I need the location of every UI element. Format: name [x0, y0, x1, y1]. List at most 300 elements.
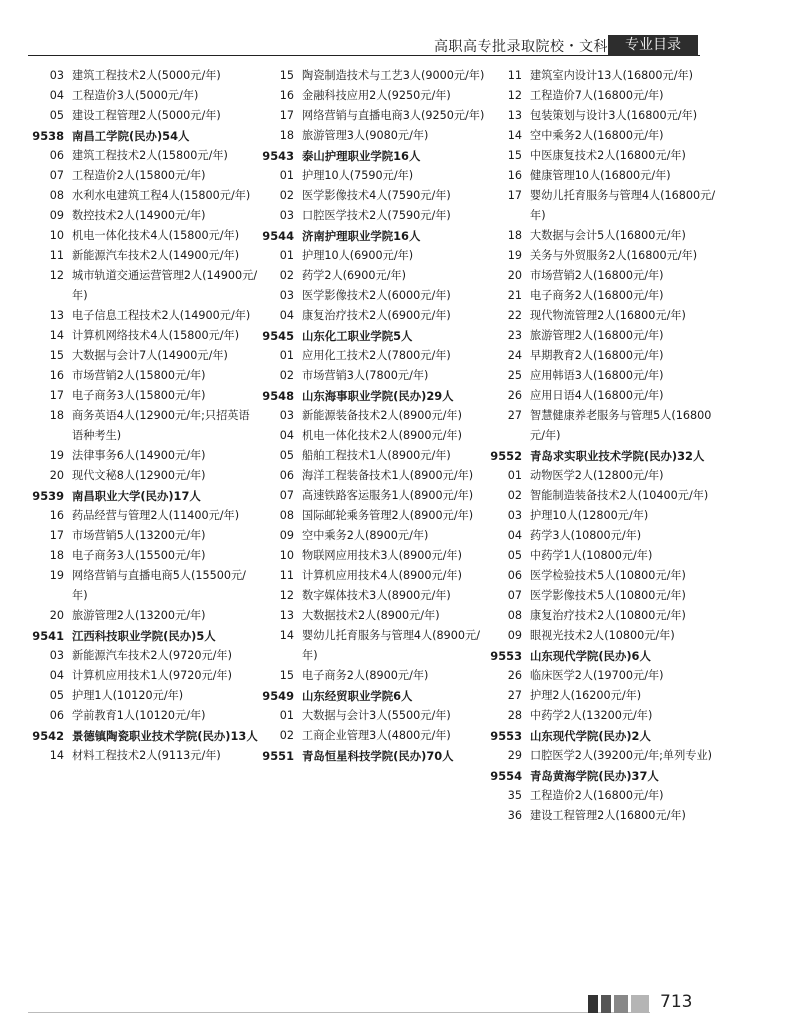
major-name: 医学影像技术5人(10800元/年): [530, 589, 686, 602]
school-code: 9549: [262, 689, 294, 703]
major-code: 04: [49, 89, 64, 102]
major-name: 包装策划与设计3人(16800元/年): [530, 109, 698, 122]
major-entry: [34, 106, 259, 126]
major-entry: [264, 346, 489, 366]
major-name: 护理2人(16200元/年): [530, 689, 642, 702]
major-entry: [494, 606, 719, 626]
major-code: 03: [49, 69, 64, 82]
major-code: 07: [49, 169, 64, 182]
major-code: 18: [49, 549, 64, 562]
major-code: 04: [279, 429, 294, 442]
school-entry: [34, 486, 259, 506]
major-code: 02: [279, 729, 294, 742]
major-name: 工程造价2人(15800元/年): [72, 169, 206, 182]
major-name: 应用韩语3人(16800元/年): [530, 369, 664, 382]
major-entry: [494, 406, 719, 446]
major-code: 09: [507, 629, 522, 642]
major-name: 护理10人(6900元/年): [302, 249, 414, 262]
major-entry: [264, 366, 489, 386]
major-entry: [494, 506, 719, 526]
major-code: 16: [507, 169, 522, 182]
major-entry: [494, 346, 719, 366]
major-entry: [34, 406, 259, 446]
school-name: 青岛黄海学院(民办)37人: [530, 769, 659, 783]
major-code: 04: [49, 669, 64, 682]
major-name: 商务英语4人(12900元/年;只招英语语种考生): [72, 409, 250, 442]
major-code: 09: [279, 529, 294, 542]
major-entry: [494, 706, 719, 726]
major-code: 21: [507, 289, 522, 302]
major-entry: [34, 366, 259, 386]
major-name: 建设工程管理2人(5000元/年): [72, 109, 221, 122]
major-code: 01: [279, 249, 294, 262]
major-name: 工程造价3人(5000元/年): [72, 89, 199, 102]
page-header: [0, 0, 800, 64]
major-name: 中药学2人(13200元/年): [530, 709, 653, 722]
major-name: 新能源汽车技术2人(14900元/年): [72, 249, 240, 262]
major-code: 03: [279, 289, 294, 302]
major-entry: [34, 166, 259, 186]
major-entry: [34, 686, 259, 706]
school-entry: [490, 646, 719, 666]
major-name: 市场营销2人(16800元/年): [530, 269, 664, 282]
school-entry: [264, 146, 489, 166]
major-entry: [264, 166, 489, 186]
major-code: 02: [279, 369, 294, 382]
major-name: 康复治疗技术2人(10800元/年): [530, 609, 686, 622]
major-name: 物联网应用技术3人(8900元/年): [302, 549, 462, 562]
major-entry: [494, 166, 719, 186]
major-code: 20: [507, 269, 522, 282]
major-code: 16: [279, 89, 294, 102]
major-entry: [494, 126, 719, 146]
school-name: 景德镇陶瓷职业技术学院(民办)13人: [72, 729, 258, 743]
major-name: 旅游管理2人(16800元/年): [530, 329, 664, 342]
major-name: 计算机网络技术4人(15800元/年): [72, 329, 240, 342]
major-name: 临床医学2人(19700元/年): [530, 669, 664, 682]
major-name: 建筑室内设计13人(16800元/年): [530, 69, 694, 82]
school-entry: [264, 226, 489, 246]
major-code: 01: [279, 169, 294, 182]
major-code: 14: [49, 749, 64, 762]
major-code: 29: [507, 749, 522, 762]
major-name: 数字媒体技术3人(8900元/年): [302, 589, 451, 602]
major-name: 工商企业管理3人(4800元/年): [302, 729, 451, 742]
school-name: 山东化工职业学院5人: [302, 329, 413, 343]
school-entry: [264, 326, 489, 346]
major-entry: [264, 466, 489, 486]
major-code: 05: [507, 549, 522, 562]
major-code: 03: [49, 649, 64, 662]
major-name: 新能源汽车技术2人(9720元/年): [72, 649, 232, 662]
major-code: 07: [507, 589, 522, 602]
major-entry: [494, 386, 719, 406]
major-entry: [34, 86, 259, 106]
major-name: 护理10人(12800元/年): [530, 509, 649, 522]
major-entry: [494, 286, 719, 306]
major-code: 08: [279, 509, 294, 522]
major-name: 学前教育1人(10120元/年): [72, 709, 206, 722]
major-entry: [494, 586, 719, 606]
major-entry: [494, 366, 719, 386]
major-code: 11: [279, 569, 294, 582]
major-entry: [34, 706, 259, 726]
major-entry: [34, 506, 259, 526]
major-code: 18: [49, 409, 64, 422]
major-entry: [264, 726, 489, 746]
major-entry: [494, 326, 719, 346]
major-code: 13: [279, 609, 294, 622]
major-code: 17: [279, 109, 294, 122]
school-name: 江西科技职业学院(民办)5人: [72, 629, 216, 643]
school-name: 山东经贸职业学院6人: [302, 689, 413, 703]
major-name: 水利水电建筑工程4人(15800元/年): [72, 189, 251, 202]
major-name: 大数据与会计3人(5500元/年): [302, 709, 451, 722]
major-entry: [264, 406, 489, 426]
major-entry: [494, 106, 719, 126]
major-entry: [264, 126, 489, 146]
major-name: 药学3人(10800元/年): [530, 529, 642, 542]
major-name: 大数据与会计5人(16800元/年): [530, 229, 686, 242]
school-code: 9553: [490, 729, 522, 743]
footer-rule: [28, 1012, 650, 1013]
major-entry: [494, 486, 719, 506]
major-entry: [494, 466, 719, 486]
major-code: 05: [279, 449, 294, 462]
major-code: 25: [507, 369, 522, 382]
school-entry: [490, 726, 719, 746]
major-name: 智慧健康养老服务与管理5人(16800元/年): [530, 409, 712, 442]
major-name: 应用化工技术2人(7800元/年): [302, 349, 451, 362]
major-code: 12: [507, 89, 522, 102]
school-name: 青岛求实职业技术学院(民办)32人: [530, 449, 705, 463]
major-entry: [494, 266, 719, 286]
major-name: 空中乘务2人(16800元/年): [530, 129, 664, 142]
major-code: 16: [49, 509, 64, 522]
school-entry: [34, 126, 259, 146]
major-entry: [264, 546, 489, 566]
major-entry: [34, 66, 259, 86]
major-code: 03: [279, 409, 294, 422]
major-code: 07: [279, 489, 294, 502]
major-entry: [494, 146, 719, 166]
major-entry: [494, 526, 719, 546]
major-entry: [264, 286, 489, 306]
major-entry: [264, 186, 489, 206]
major-code: 02: [279, 189, 294, 202]
major-entry: [264, 106, 489, 126]
major-name: 海洋工程装备技术1人(8900元/年): [302, 469, 474, 482]
major-code: 18: [279, 129, 294, 142]
major-name: 机电一体化技术4人(15800元/年): [72, 229, 240, 242]
major-name: 电子信息工程技术2人(14900元/年): [72, 309, 251, 322]
major-entry: [494, 566, 719, 586]
major-name: 建筑工程技术2人(5000元/年): [72, 69, 221, 82]
major-name: 机电一体化技术2人(8900元/年): [302, 429, 462, 442]
major-entry: [264, 706, 489, 726]
major-entry: [264, 306, 489, 326]
school-name: 济南护理职业学院16人: [302, 229, 421, 243]
major-code: 04: [507, 529, 522, 542]
major-entry: [264, 426, 489, 446]
major-code: 11: [507, 69, 522, 82]
major-code: 36: [507, 809, 522, 822]
section-tag: 专业目录: [608, 35, 698, 56]
major-entry: [264, 666, 489, 686]
major-name: 婴幼儿托育服务与管理4人(16800元/年): [530, 189, 716, 222]
major-name: 大数据技术2人(8900元/年): [302, 609, 440, 622]
school-code: 9553: [490, 649, 522, 663]
major-code: 09: [49, 209, 64, 222]
major-code: 20: [49, 609, 64, 622]
major-name: 工程造价7人(16800元/年): [530, 89, 664, 102]
major-code: 16: [49, 369, 64, 382]
major-code: 10: [49, 229, 64, 242]
school-name: 山东现代学院(民办)2人: [530, 729, 651, 743]
major-name: 护理1人(10120元/年): [72, 689, 184, 702]
school-code: 9545: [262, 329, 294, 343]
major-code: 05: [49, 689, 64, 702]
major-entry: [264, 246, 489, 266]
major-name: 电子商务3人(15800元/年): [72, 389, 206, 402]
major-code: 27: [507, 689, 522, 702]
major-code: 13: [507, 109, 522, 122]
major-name: 陶瓷制造技术与工艺3人(9000元/年): [302, 69, 485, 82]
major-code: 14: [49, 329, 64, 342]
school-name: 山东海事职业学院(民办)29人: [302, 389, 454, 403]
major-entry: [34, 186, 259, 206]
major-code: 26: [507, 669, 522, 682]
major-code: 19: [49, 569, 64, 582]
major-code: 15: [507, 149, 522, 162]
major-entry: [264, 206, 489, 226]
major-code: 01: [507, 469, 522, 482]
major-name: 高速铁路客运服务1人(8900元/年): [302, 489, 474, 502]
major-name: 城市轨道交通运营管理2人(14900元/年): [72, 269, 258, 302]
major-entry: [494, 546, 719, 566]
major-name: 医学影像技术2人(6000元/年): [302, 289, 451, 302]
major-name: 动物医学2人(12800元/年): [530, 469, 664, 482]
school-name: 山东现代学院(民办)6人: [530, 649, 651, 663]
major-name: 眼视光技术2人(10800元/年): [530, 629, 675, 642]
major-code: 17: [49, 529, 64, 542]
major-code: 22: [507, 309, 522, 322]
school-entry: [264, 746, 489, 766]
major-code: 18: [507, 229, 522, 242]
major-code: 13: [49, 309, 64, 322]
major-code: 15: [49, 349, 64, 362]
major-code: 26: [507, 389, 522, 402]
major-name: 网络营销与直播电商5人(15500元/年): [72, 569, 246, 602]
major-entry: [264, 66, 489, 86]
major-name: 市场营销2人(15800元/年): [72, 369, 206, 382]
major-code: 06: [507, 569, 522, 582]
major-name: 现代文秘8人(12900元/年): [72, 469, 206, 482]
major-name: 早期教育2人(16800元/年): [530, 349, 664, 362]
major-code: 20: [49, 469, 64, 482]
major-name: 建筑工程技术2人(15800元/年): [72, 149, 228, 162]
major-name: 应用日语4人(16800元/年): [530, 389, 664, 402]
major-name: 智能制造装备技术2人(10400元/年): [530, 489, 709, 502]
major-entry: [34, 546, 259, 566]
major-entry: [494, 226, 719, 246]
major-code: 15: [279, 669, 294, 682]
school-code: 9538: [32, 129, 64, 143]
major-code: 19: [49, 449, 64, 462]
major-entry: [34, 646, 259, 666]
major-entry: [494, 86, 719, 106]
major-code: 27: [507, 409, 522, 422]
major-entry: [264, 506, 489, 526]
major-name: 新能源装备技术2人(8900元/年): [302, 409, 462, 422]
school-name: 南昌职业大学(民办)17人: [72, 489, 201, 503]
major-code: 14: [507, 129, 522, 142]
major-code: 05: [49, 109, 64, 122]
school-code: 9544: [262, 229, 294, 243]
major-code: 17: [507, 189, 522, 202]
major-name: 网络营销与直播电商3人(9250元/年): [302, 109, 485, 122]
major-entry: [34, 226, 259, 246]
school-code: 9548: [262, 389, 294, 403]
major-name: 旅游管理2人(13200元/年): [72, 609, 206, 622]
major-entry: [494, 626, 719, 646]
major-code: 24: [507, 349, 522, 362]
major-name: 药品经营与管理2人(11400元/年): [72, 509, 240, 522]
school-entry: [34, 626, 259, 646]
major-name: 医学影像技术4人(7590元/年): [302, 189, 451, 202]
footer-decoration: [588, 995, 649, 1013]
major-name: 电子商务2人(16800元/年): [530, 289, 664, 302]
major-entry: [34, 386, 259, 406]
school-entry: [264, 686, 489, 706]
major-name: 口腔医学技术2人(7590元/年): [302, 209, 451, 222]
school-name: 泰山护理职业学院16人: [302, 149, 421, 163]
major-name: 法律事务6人(14900元/年): [72, 449, 206, 462]
major-name: 建设工程管理2人(16800元/年): [530, 809, 686, 822]
major-code: 17: [49, 389, 64, 402]
school-code: 9552: [490, 449, 522, 463]
major-code: 02: [507, 489, 522, 502]
major-name: 船舶工程技术1人(8900元/年): [302, 449, 451, 462]
major-entry: [34, 266, 259, 306]
section-title: 高职高专批录取院校・文科: [434, 39, 608, 55]
major-code: 01: [279, 349, 294, 362]
major-entry: [494, 306, 719, 326]
column-1: [34, 66, 259, 766]
major-entry: [264, 266, 489, 286]
major-entry: [494, 186, 719, 226]
school-code: 9543: [262, 149, 294, 163]
major-name: 康复治疗技术2人(6900元/年): [302, 309, 451, 322]
school-entry: [490, 446, 719, 466]
major-name: 金融科技应用2人(9250元/年): [302, 89, 451, 102]
major-code: 19: [507, 249, 522, 262]
major-entry: [264, 566, 489, 586]
major-entry: [34, 326, 259, 346]
major-name: 空中乘务2人(8900元/年): [302, 529, 429, 542]
school-name: 南昌工学院(民办)54人: [72, 129, 190, 143]
major-name: 电子商务2人(8900元/年): [302, 669, 429, 682]
major-code: 04: [279, 309, 294, 322]
major-entry: [264, 526, 489, 546]
school-entry: [34, 726, 259, 746]
major-name: 材料工程技术2人(9113元/年): [72, 749, 221, 762]
major-name: 大数据与会计7人(14900元/年): [72, 349, 228, 362]
school-entry: [264, 386, 489, 406]
school-name: 青岛恒星科技学院(民办)70人: [302, 749, 454, 763]
major-name: 药学2人(6900元/年): [302, 269, 407, 282]
major-entry: [264, 626, 489, 666]
major-entry: [34, 526, 259, 546]
major-entry: [34, 566, 259, 606]
major-code: 10: [279, 549, 294, 562]
major-entry: [264, 486, 489, 506]
major-entry: [494, 666, 719, 686]
major-entry: [34, 246, 259, 266]
major-code: 03: [279, 209, 294, 222]
major-name: 口腔医学2人(39200元/年;单列专业): [530, 749, 713, 762]
school-code: 9554: [490, 769, 522, 783]
major-entry: [34, 306, 259, 326]
major-code: 35: [507, 789, 522, 802]
major-name: 市场营销3人(7800元/年): [302, 369, 429, 382]
major-name: 关务与外贸服务2人(16800元/年): [530, 249, 698, 262]
major-entry: [494, 246, 719, 266]
major-entry: [264, 586, 489, 606]
major-code: 03: [507, 509, 522, 522]
major-name: 医学检验技术5人(10800元/年): [530, 569, 686, 582]
major-entry: [34, 746, 259, 766]
major-code: 28: [507, 709, 522, 722]
school-code: 9551: [262, 749, 294, 763]
major-code: 15: [279, 69, 294, 82]
major-entry: [264, 446, 489, 466]
major-entry: [34, 446, 259, 466]
major-code: 08: [49, 189, 64, 202]
major-entry: [494, 66, 719, 86]
major-code: 08: [507, 609, 522, 622]
major-name: 护理10人(7590元/年): [302, 169, 414, 182]
major-name: 中医康复技术2人(16800元/年): [530, 149, 686, 162]
major-name: 国际邮轮乘务管理2人(8900元/年): [302, 509, 474, 522]
major-name: 中药学1人(10800元/年): [530, 549, 653, 562]
major-entry: [34, 466, 259, 486]
major-name: 数控技术2人(14900元/年): [72, 209, 206, 222]
column-2: [264, 66, 489, 766]
school-code: 9539: [32, 489, 64, 503]
major-entry: [494, 746, 719, 766]
major-code: 12: [49, 269, 64, 282]
major-name: 旅游管理3人(9080元/年): [302, 129, 429, 142]
major-code: 02: [279, 269, 294, 282]
major-name: 现代物流管理2人(16800元/年): [530, 309, 686, 322]
page-number: 713: [660, 992, 693, 1012]
major-name: 市场营销5人(13200元/年): [72, 529, 206, 542]
major-code: 14: [279, 629, 294, 642]
major-name: 计算机应用技术4人(8900元/年): [302, 569, 462, 582]
major-entry: [34, 346, 259, 366]
major-entry: [494, 806, 719, 826]
major-name: 工程造价2人(16800元/年): [530, 789, 664, 802]
major-name: 健康管理10人(16800元/年): [530, 169, 671, 182]
major-entry: [34, 206, 259, 226]
school-entry: [490, 766, 719, 786]
major-code: 12: [279, 589, 294, 602]
major-entry: [34, 666, 259, 686]
major-code: 11: [49, 249, 64, 262]
major-name: 计算机应用技术1人(9720元/年): [72, 669, 232, 682]
major-entry: [494, 786, 719, 806]
